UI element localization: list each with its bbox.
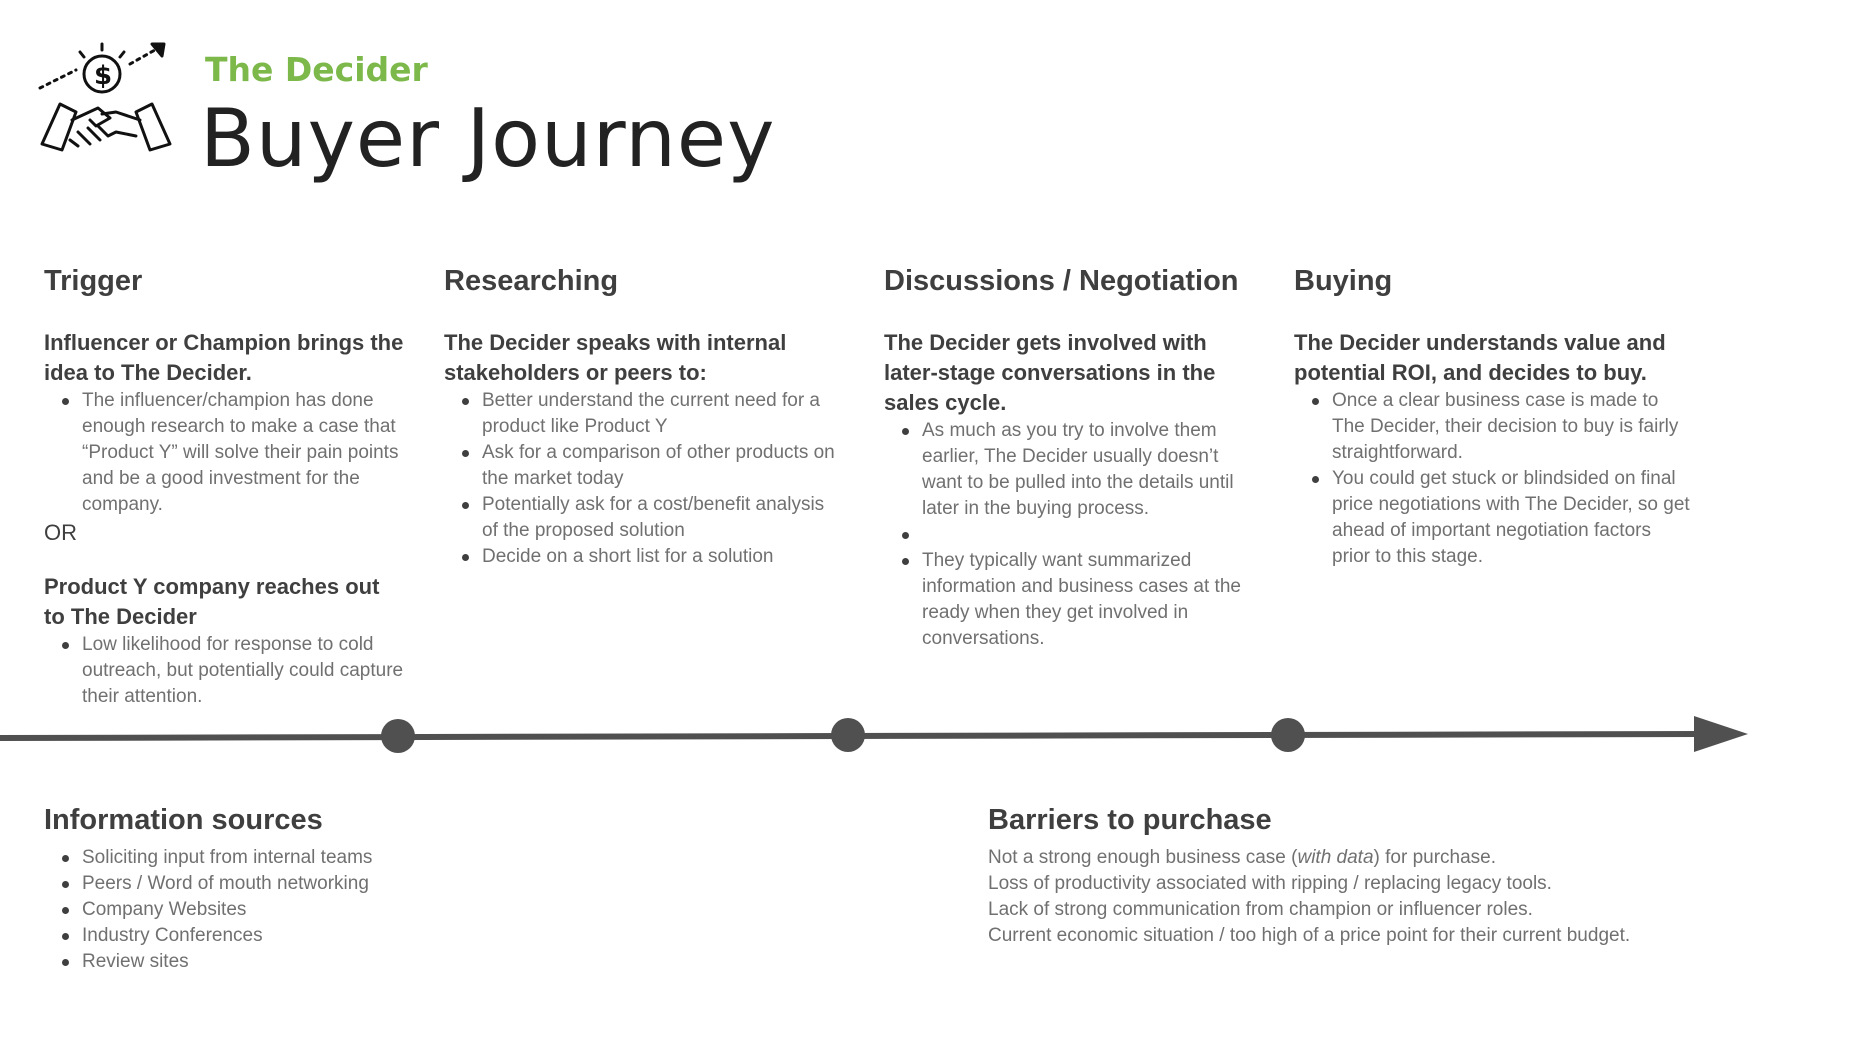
- or-label: OR: [44, 520, 77, 545]
- stage-lead: The Decider speaks with internal stakeholders or peers to:: [444, 330, 787, 385]
- list-item: Ask for a comparison of other products on the market today: [482, 440, 844, 492]
- timeline-node: [831, 718, 865, 752]
- bullet-list: [44, 632, 404, 710]
- list-item: As much as you try to involve them earlier, The Decider usually doesn’t want to be pulled into the details until later in the buying process.: [922, 418, 1244, 522]
- bullet-list: [884, 548, 1244, 652]
- list-item: Once a clear business case is made to The Decider, their decision to buy is fairly straightforward.: [1332, 388, 1694, 466]
- timeline-arrowhead: [1694, 716, 1748, 752]
- barriers-to-purchase: [988, 804, 1748, 949]
- section-heading: Barriers to purchase: [988, 804, 1272, 836]
- svg-text:$: $: [94, 61, 113, 91]
- stage-lead: Influencer or Champion brings the idea to The Decider.: [44, 330, 404, 385]
- list-item: Company Websites: [82, 897, 464, 923]
- stage-heading: Trigger: [44, 265, 143, 297]
- stage-researching: [444, 265, 844, 570]
- barrier-line: Current economic situation / too high of a price point for their current budget.: [988, 925, 1631, 946]
- list-item: The influencer/champion has done enough research to make a case that “Product Y” will solve their pain points and be a good investment for the company.: [82, 388, 404, 518]
- list-item: Industry Conferences: [82, 923, 464, 949]
- list-item: Peers / Word of mouth networking: [82, 871, 464, 897]
- handshake-dollar-icon: [36, 40, 176, 180]
- timeline-node: [381, 719, 415, 753]
- stage-trigger: [44, 265, 404, 710]
- timeline-node: [1271, 718, 1305, 752]
- spacer: [922, 522, 1244, 548]
- stage-lead-alt: Product Y company reaches out to The Decider: [44, 574, 380, 629]
- stage-heading: Buying: [1294, 265, 1393, 297]
- section-heading: Information sources: [44, 804, 323, 836]
- stage-heading: Discussions / Negotiation: [884, 265, 1239, 297]
- stage-negotiation: [884, 265, 1244, 652]
- page-title: Buyer Journey: [200, 92, 776, 185]
- stage-lead: The Decider understands value and potential ROI, and decides to buy.: [1294, 330, 1666, 385]
- timeline: [0, 700, 1760, 770]
- bullet-list: [884, 418, 1244, 548]
- list-item: You could get stuck or blindsided on final price negotiations with The Decider, so get ahead of important negotiation factors prior to this stage.: [1332, 466, 1694, 570]
- bullet-list: [1294, 388, 1694, 570]
- list-item: Low likelihood for response to cold outreach, but potentially could capture their attention.: [82, 632, 404, 710]
- barrier-line: Lack of strong communication from champion or influencer roles.: [988, 899, 1533, 920]
- list-item: Soliciting input from internal teams: [82, 845, 464, 871]
- list-item: Potentially ask for a cost/benefit analysis of the proposed solution: [482, 492, 844, 544]
- bullet-list: [44, 388, 404, 518]
- stage-buying: [1294, 265, 1694, 570]
- list-item: Decide on a short list for a solution: [482, 544, 844, 570]
- page-subtitle: The Decider: [205, 50, 428, 89]
- information-sources: [44, 804, 464, 975]
- bullet-list: [44, 845, 464, 975]
- barrier-line: Loss of productivity associated with ripping / replacing legacy tools.: [988, 873, 1552, 894]
- stage-lead: The Decider gets involved with later-stage conversations in the sales cycle.: [884, 330, 1216, 415]
- list-item: They typically want summarized information and business cases at the ready when they get involved in conversations.: [922, 548, 1244, 652]
- stage-heading: Researching: [444, 265, 619, 297]
- bullet-list: [444, 388, 844, 570]
- list-item: Review sites: [82, 949, 464, 975]
- list-item: Better understand the current need for a product like Product Y: [482, 388, 844, 440]
- barrier-line: Not a strong enough business case (with data) for purchase.: [988, 847, 1497, 868]
